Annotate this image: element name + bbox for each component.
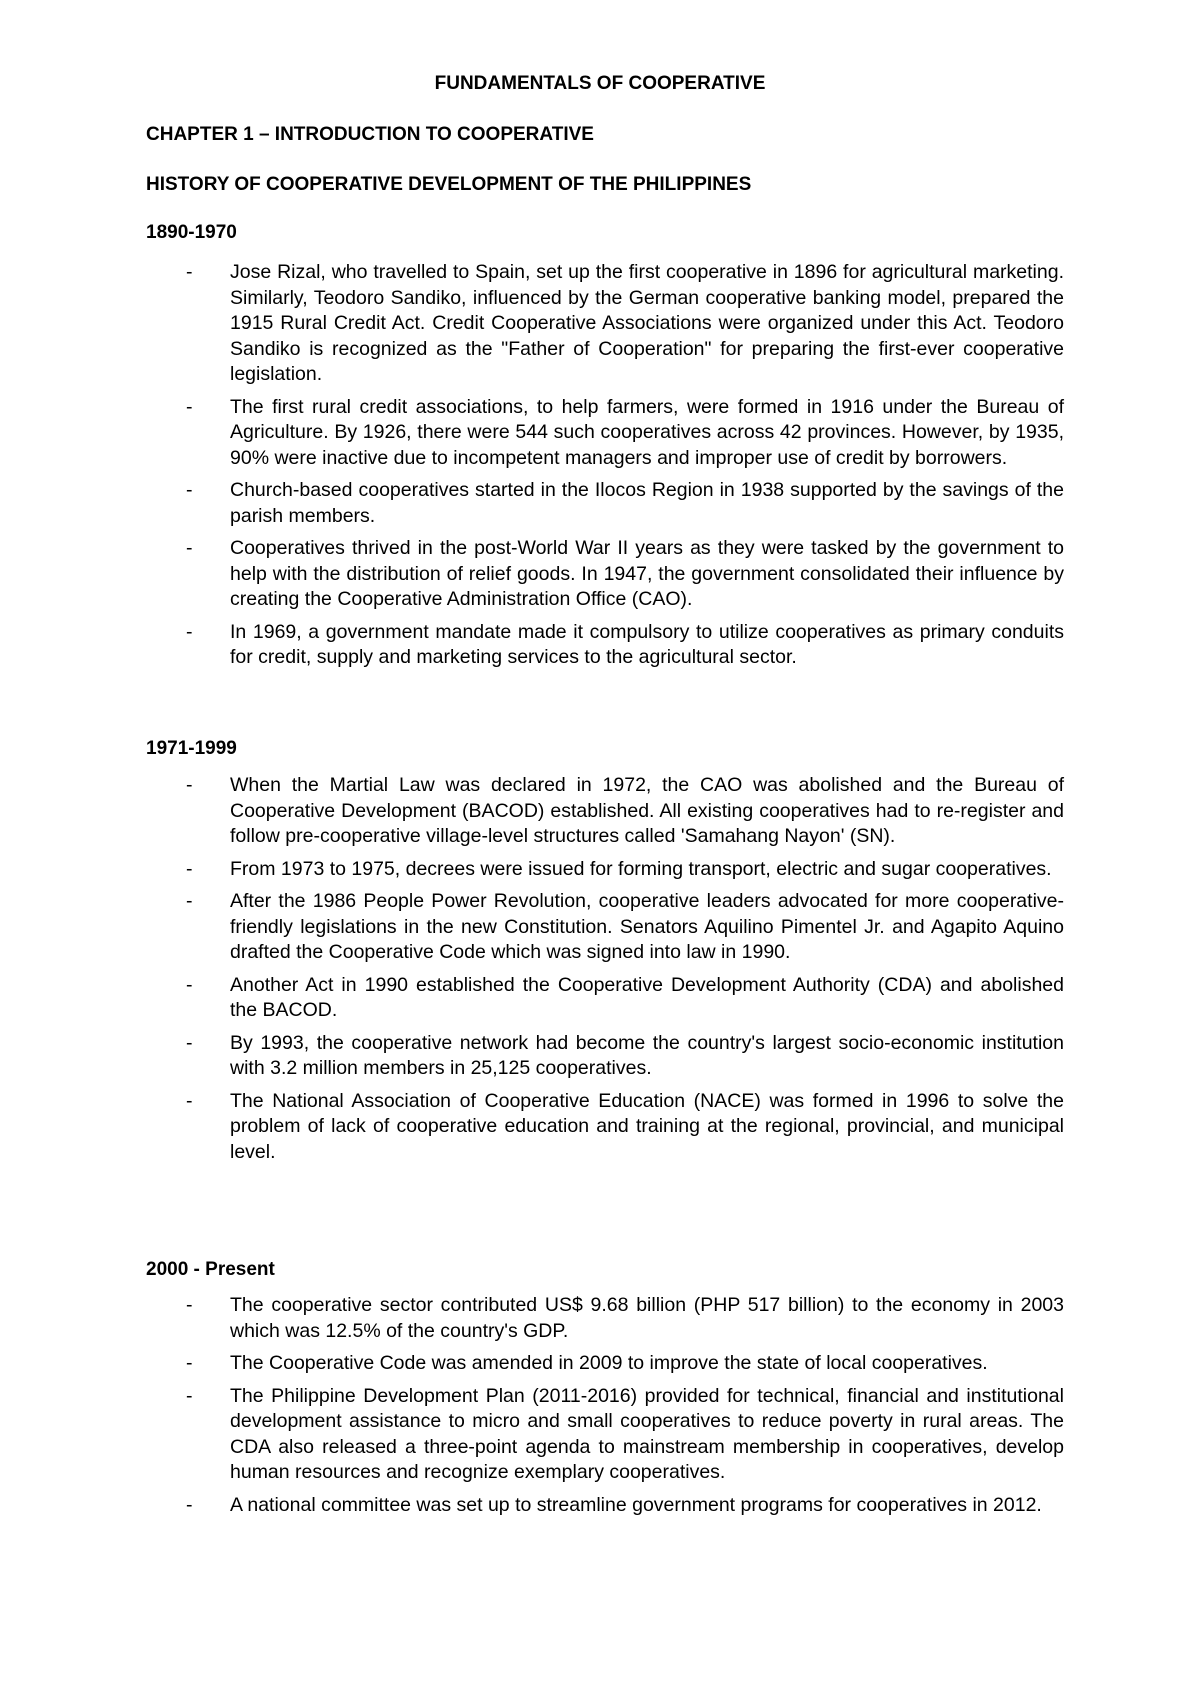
list-item [146, 1031, 1064, 1082]
list-item [146, 478, 1064, 529]
bullet-list-1971-1999 [146, 773, 1064, 1165]
list-item-text: Church-based cooperatives started in the Ilocos Region in 1938 supported by the savings of the parish members. [230, 479, 1064, 527]
dash-bullet: - [186, 395, 193, 418]
list-item [146, 1384, 1064, 1486]
list-item [146, 889, 1064, 966]
dash-bullet: - [186, 479, 193, 501]
dash-bullet: - [186, 857, 193, 880]
list-item-text: Cooperatives thrived in the post-World War II years as they were tasked by the government to help with the distribution of relief goods. In 1947, the government consolidated their influence by creating the Cooperative Administration Office (CAO). [230, 537, 1064, 610]
list-item [146, 620, 1064, 671]
list-item-text: The National Association of Cooperative Education (NACE) was formed in 1996 to solve the problem of lack of cooperative education and training at the regional, provincial, and municipal level. [230, 1089, 1064, 1163]
period-heading-1971-1999: 1971-1999 [146, 738, 237, 759]
list-item [146, 773, 1064, 850]
dash-bullet: - [186, 1089, 193, 1112]
list-item-text: The Philippine Development Plan (2011-2016) provided for technical, financial and institutional development assistance to micro and small cooperatives to reduce poverty in rural areas. The CDA also released a three-point agenda to mainstream membership in cooperatives, develop human resources and recognize exemplary cooperatives. [230, 1384, 1064, 1483]
list-item-text: After the 1986 People Power Revolution, cooperative leaders advocated for more cooperative-friendly legislations in the new Constitution. Senators Aquilino Pimentel Jr. and Agapito Aquino drafted the Cooperative Code which was signed into law in 1990. [230, 890, 1064, 963]
list-item [146, 973, 1064, 1024]
period-heading-1890-1970: 1890-1970 [146, 222, 237, 243]
list-item [146, 1089, 1064, 1166]
dash-bullet: - [186, 261, 193, 283]
list-item [146, 1493, 1064, 1519]
list-item-text: Jose Rizal, who travelled to Spain, set up the first cooperative in 1896 for agricultural marketing. Similarly, Teodoro Sandiko, influenced by the German cooperative banking model, prepared the 1915 Rural Credit Act. Credit Cooperative Associations were organized under this Act. Teodoro Sandiko is recognized as the "Father of Cooperation" for preparing the first-ever cooperative legislation. [230, 261, 1064, 385]
dash-bullet: - [186, 1493, 193, 1516]
list-item-text: The Cooperative Code was amended in 2009 to improve the state of local cooperatives. [230, 1352, 988, 1374]
chapter-heading: CHAPTER 1 – INTRODUCTION TO COOPERATIVE [146, 124, 594, 145]
bullet-list-2000-present [146, 1293, 1064, 1518]
list-item [146, 1351, 1064, 1377]
list-item [146, 260, 1064, 388]
dash-bullet: - [186, 620, 193, 643]
list-item [146, 857, 1064, 883]
list-item-text: By 1993, the cooperative network had become the country's largest socio-economic institution with 3.2 million members in 25,125 cooperatives. [230, 1031, 1064, 1079]
bullet-list-1890-1970 [146, 260, 1064, 671]
dash-bullet: - [186, 1294, 193, 1316]
list-item-text: From 1973 to 1975, decrees were issued for forming transport, electric and sugar cooperatives. [230, 857, 1052, 880]
list-item-text: Another Act in 1990 established the Cooperative Development Authority (CDA) and abolished the BACOD. [230, 973, 1064, 1021]
list-item-text: When the Martial Law was declared in 1972, the CAO was abolished and the Bureau of Cooperative Development (BACOD) established. All existing cooperatives had to re-register and follow pre-cooperative village-level structures called 'Samahang Nayon' (SN). [230, 774, 1064, 847]
list-item [146, 395, 1064, 472]
list-item [146, 536, 1064, 613]
dash-bullet: - [186, 1384, 193, 1407]
document-title: FUNDAMENTALS OF COOPERATIVE [434, 73, 766, 94]
list-item [146, 1293, 1064, 1344]
list-item-text: The cooperative sector contributed US$ 9.68 billion (PHP 517 billion) to the economy in 2003 which was 12.5% of the country's GDP. [230, 1294, 1064, 1342]
list-item-text: The first rural credit associations, to help farmers, were formed in 1916 under the Bureau of Agriculture. By 1926, there were 544 such cooperatives across 42 provinces. However, by 1935, 90% were inactive due to incompetent managers and improper use of credit by borrowers. [230, 395, 1064, 469]
dash-bullet: - [186, 1031, 193, 1054]
dash-bullet: - [186, 1352, 193, 1374]
dash-bullet: - [186, 973, 193, 996]
dash-bullet: - [186, 537, 193, 559]
section-heading: HISTORY OF COOPERATIVE DEVELOPMENT OF THE PHILIPPINES [146, 174, 752, 195]
dash-bullet: - [186, 890, 193, 912]
list-item-text: In 1969, a government mandate made it compulsory to utilize cooperatives as primary conduits for credit, supply and marketing services to the agricultural sector. [230, 620, 1064, 668]
list-item-text: A national committee was set up to streamline government programs for cooperatives in 2012. [230, 1493, 1042, 1516]
period-heading-2000-present: 2000 - Present [146, 1259, 275, 1280]
dash-bullet: - [186, 774, 193, 796]
